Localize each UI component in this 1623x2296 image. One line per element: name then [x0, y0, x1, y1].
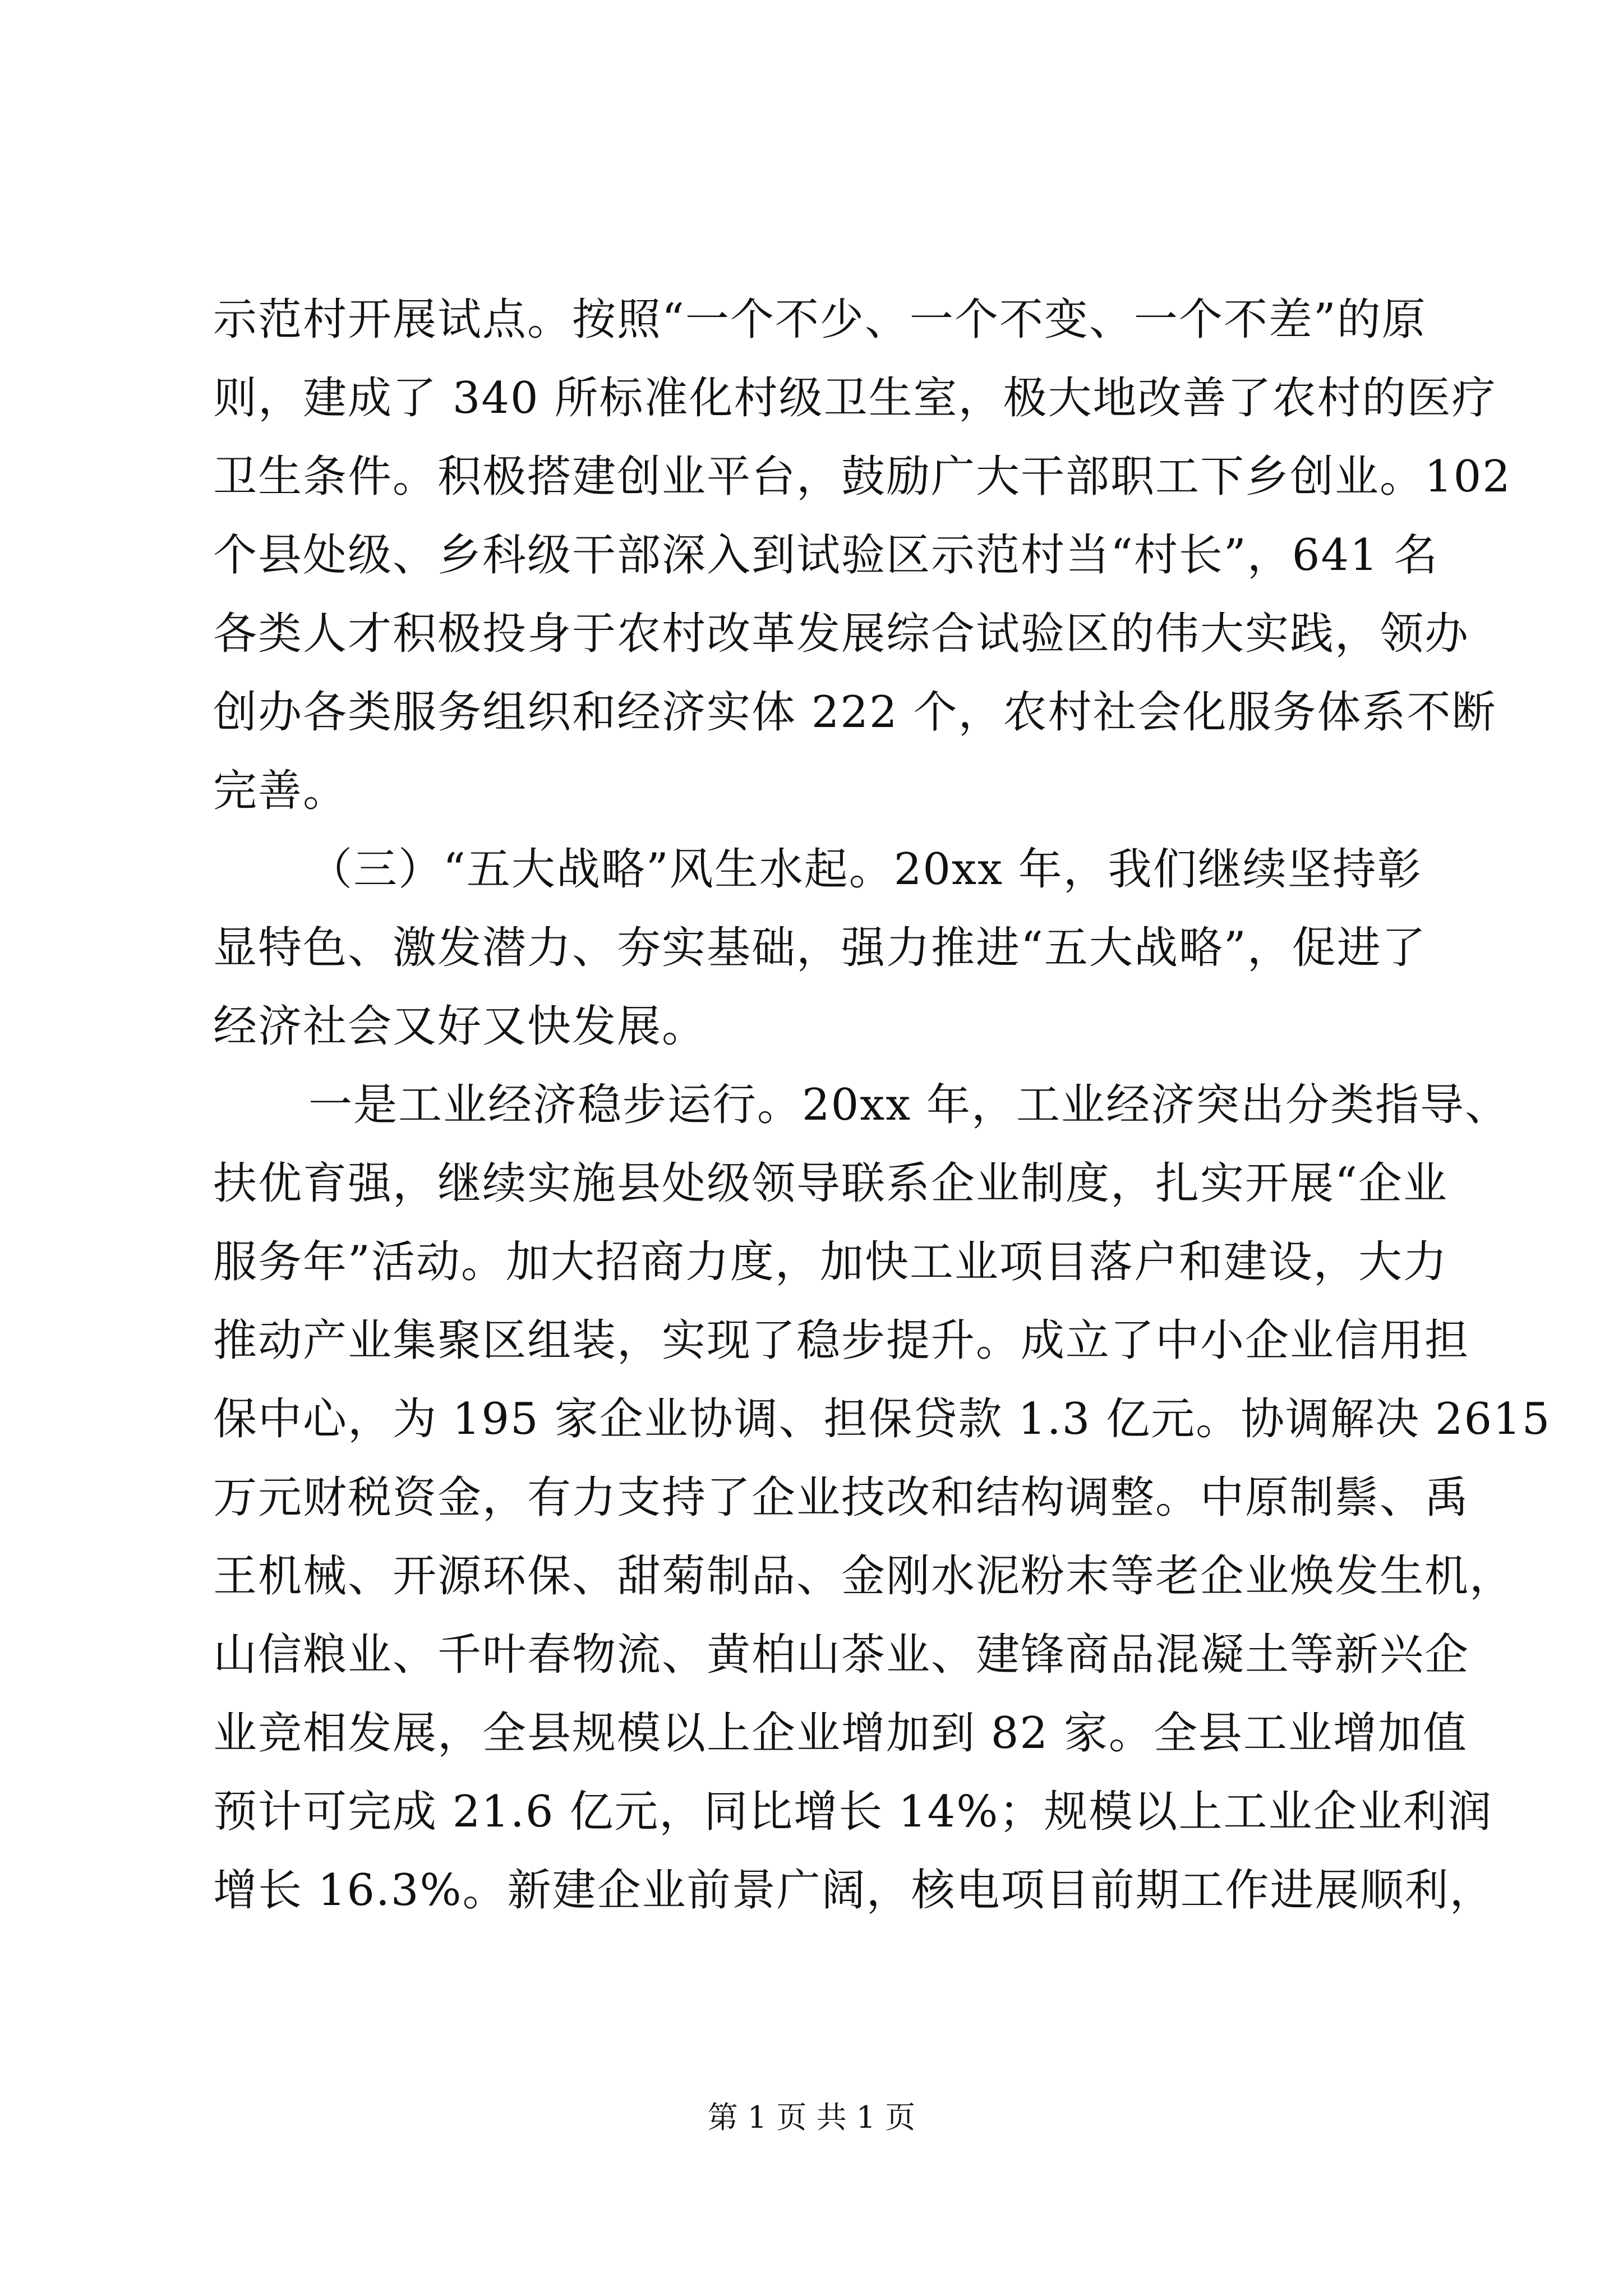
text-line: 卫生条件。积极搭建创业平台，鼓励广大干部职工下乡创业。102: [213, 452, 1511, 502]
paragraph-start-line: 一是工业经济稳步运行。20xx 年，工业经济突出分类指导、: [308, 1080, 1510, 1130]
text-line: 服务年”活动。加大招商力度，加快工业项目落户和建设，大力: [213, 1237, 1448, 1287]
text-line: 扶优育强，继续实施县处级领导联系企业制度，扎实开展“企业: [213, 1158, 1448, 1209]
text-line: 经济社会又好又快发展。: [213, 1001, 707, 1052]
text-line: 业竞相发展，全县规模以上企业增加到 82 家。全县工业增加值: [213, 1708, 1468, 1759]
text-line: 保中心，为 195 家企业协调、担保贷款 1.3 亿元。协调解决 2615: [213, 1394, 1551, 1444]
text-line: 推动产业集聚区组装，实现了稳步提升。成立了中小企业信用担: [213, 1315, 1470, 1366]
text-line: 各类人才积极投身于农村改革发展综合试验区的伟大实践，领办: [213, 609, 1470, 659]
text-line: 个县处级、乡科级干部深入到试验区示范村当“村长”，641 名: [213, 530, 1439, 581]
text-line: 王机械、开源环保、甜菊制品、金刚水泥粉末等老企业焕发生机，: [213, 1551, 1515, 1602]
text-line: 则，建成了 340 所标准化村级卫生室，极大地改善了农村的医疗: [213, 373, 1497, 424]
text-line: 示范村开展试点。按照“一个不少、一个不变、一个不差”的原: [213, 295, 1427, 345]
text-line: 万元财税资金，有力支持了企业技改和结构调整。中原制鬃、禹: [213, 1473, 1470, 1523]
text-line: 预计可完成 21.6 亿元，同比增长 14%；规模以上工业企业利润: [213, 1787, 1493, 1837]
text-line: 山信粮业、千叶春物流、黄柏山茶业、建锋商品混凝土等新兴企: [213, 1630, 1470, 1680]
text-line: 创办各类服务组织和经济实体 222 个，农村社会化服务体系不断: [213, 687, 1497, 738]
text-line: 完善。: [213, 766, 348, 816]
page-footer: 第 1 页 共 1 页: [707, 2100, 916, 2135]
paragraph-heading: （三）“五大战略”风生水起。20xx 年，我们继续坚持彰: [308, 844, 1422, 895]
text-line: 增长 16.3%。新建企业前景广阔，核电项目前期工作进展顺利，: [213, 1865, 1495, 1916]
text-line: 显特色、激发潜力、夯实基础，强力推进“五大战略”，促进了: [213, 923, 1427, 973]
